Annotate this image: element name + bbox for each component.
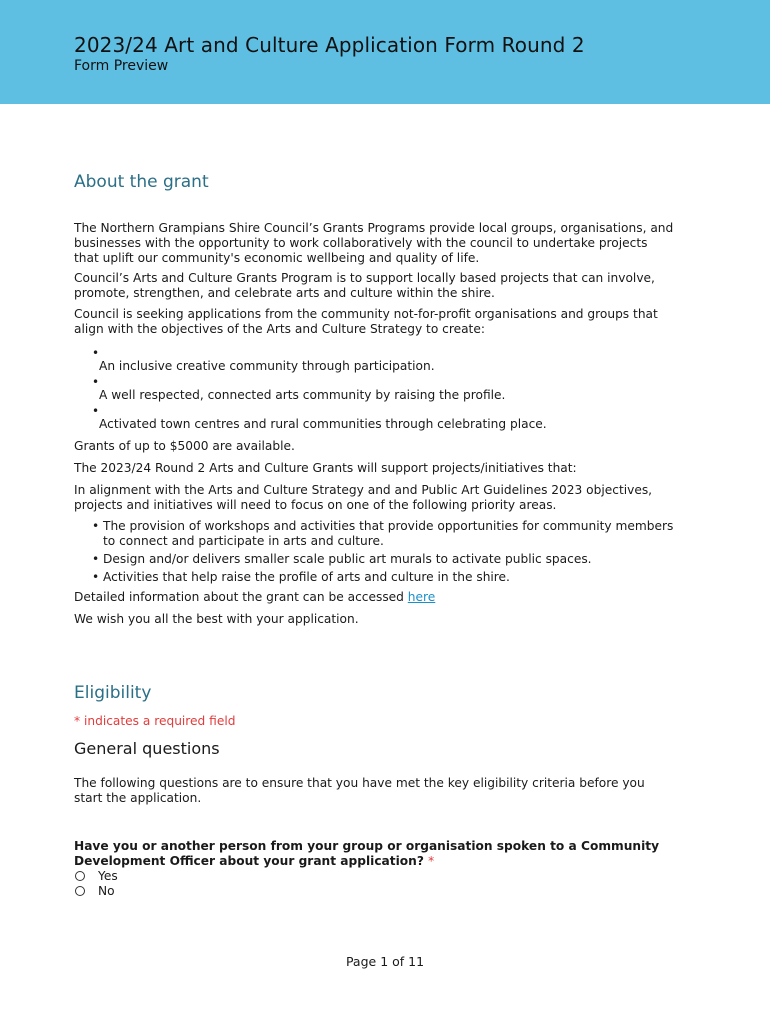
objective-item: A well respected, connected arts community by raising the profile. [99,388,506,402]
page-number: Page 1 of 11 [345,954,425,969]
about-paragraph-8: We wish you all the best with your application. [74,612,359,626]
bullet-icon: • [92,570,100,584]
about-paragraph-6: In alignment with the Arts and Culture Strategy and and Public Art Guidelines 2023 objectives, projects and initiatives will need to focus on one of the following priority areas. [74,483,653,512]
about-paragraph-7: Detailed information about the grant can be accessed here [74,590,436,604]
required-asterisk: * [428,854,435,868]
radio-label: No [98,883,115,898]
form-subtitle: Form Preview [74,58,169,74]
about-paragraph-2: Council’s Arts and Culture Grants Program is to support locally based projects that can involve, promote, strengthen, and celebrate arts and culture within the shire. [74,271,655,300]
priority-item: • The provision of workshops and activities that provide opportunities for community members to connect and participate in arts and culture. [92,519,674,548]
section-title-about: About the grant [74,172,209,192]
about-paragraph-5: The 2023/24 Round 2 Arts and Culture Grants will support projects/initiatives that: [74,461,577,475]
about-paragraph-3: Council is seeking applications from the community not-for-profit organisations and groups that align with the objectives of the Arts and Culture Strategy to create: [74,307,658,336]
radio-button-icon[interactable] [75,886,85,896]
radio-option-yes[interactable] [74,868,118,883]
form-title: 2023/24 Art and Culture Application Form Round 2 [74,33,585,57]
radio-label: Yes [98,868,118,883]
about-paragraph-1: The Northern Grampians Shire Council’s Grants Programs provide local groups, organisations, and businesses with the opportunity to work collaboratively with the council to undertake projects that uplift our community's economic wellbeing and quality of life. [74,221,674,265]
radio-option-no[interactable] [74,883,115,898]
grant-info-link[interactable]: here [407,590,436,604]
general-questions-heading: General questions [74,739,220,758]
objective-item: An inclusive creative community through participation. [99,359,435,373]
about-paragraph-4: Grants of up to $5000 are available. [74,439,295,453]
radio-button-icon[interactable] [75,871,85,881]
priority-list [74,519,674,588]
priority-item: • Design and/or delivers smaller scale public art murals to activate public spaces. [92,552,592,566]
section-title-eligibility: Eligibility [74,683,152,703]
required-field-note: * indicates a required field [74,714,236,728]
eligibility-intro: The following questions are to ensure that you have met the key eligibility criteria before you start the application. [74,776,645,805]
objective-item: Activated town centres and rural communities through celebrating place. [99,417,547,431]
priority-item: • Activities that help raise the profile of arts and culture in the shire. [92,570,510,584]
question-spoken-to-officer: Have you or another person from your group or organisation spoken to a Community Development Officer about your grant application? * [74,839,660,868]
bullet-icon: • [92,346,100,360]
bullet-icon: • [92,375,100,389]
form-header [0,0,770,104]
bullet-icon: • [92,519,100,533]
bullet-icon: • [92,552,100,566]
bullet-icon: • [92,404,100,418]
